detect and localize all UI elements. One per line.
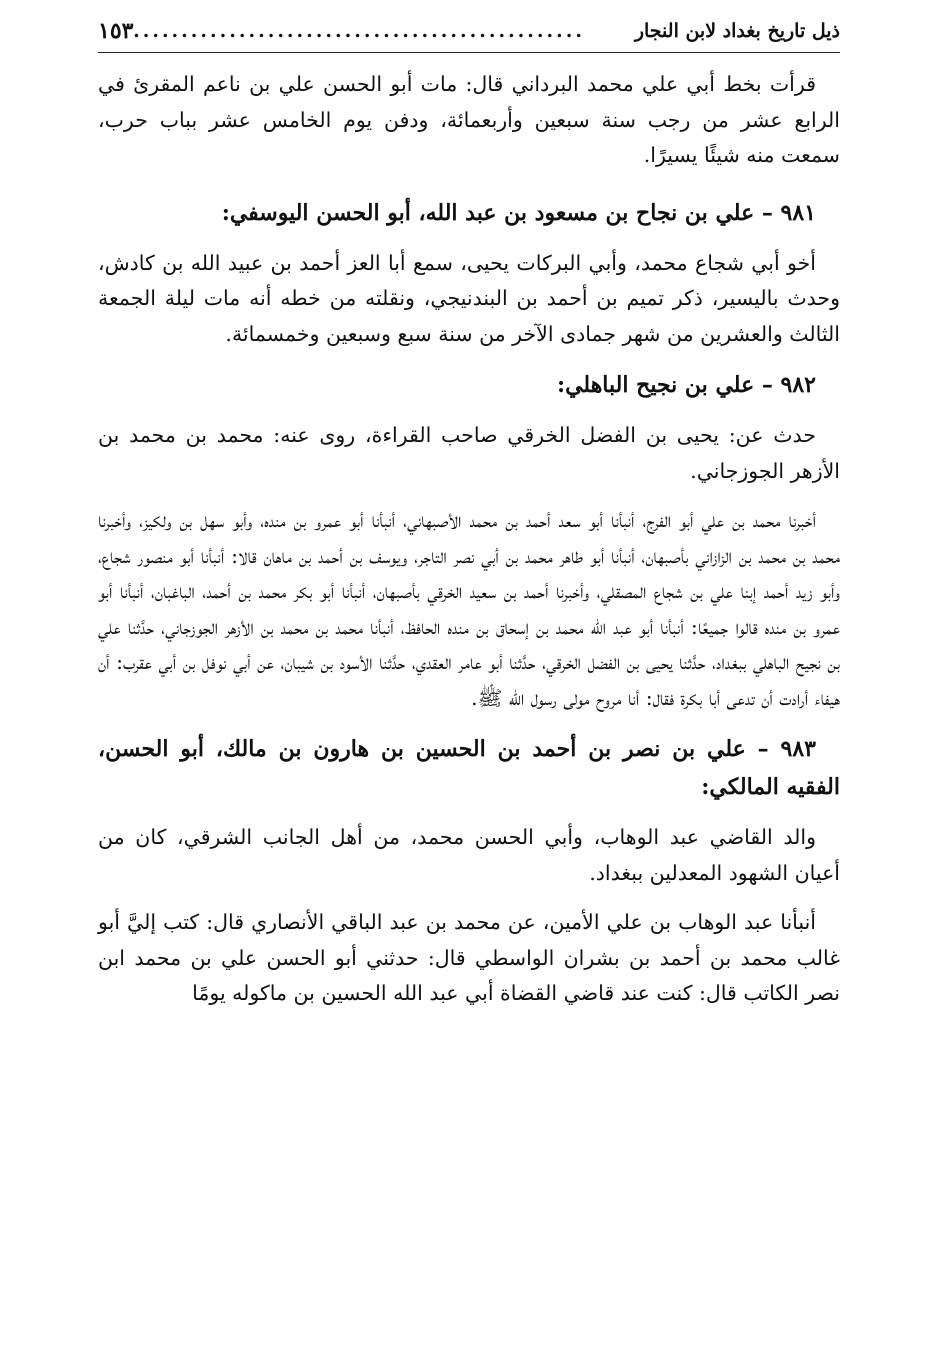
dot-leader: ............................................... bbox=[133, 20, 585, 42]
entry-title: علي بن نجاح بن مسعود بن عبد الله، أبو الحسن اليوسفي: bbox=[221, 199, 755, 226]
entry-title: علي بن نجيح الباهلي: bbox=[556, 372, 755, 398]
entry-number: ٩٨٣ bbox=[780, 736, 816, 762]
entry-title: علي بن نصر بن أحمد بن الحسين بن هارون بن مالك، أبو الحسن، الفقيه المالكي: bbox=[98, 736, 840, 800]
paragraph-entry-982-isnad: أخبرنا محمد بن علي أبو الفرج، أنبأنا أبو سعد أحمد بن محمد الأصبهاني، أنبأنا أبو عمرو بن منده، وأبو سهل بن ولكيز، وأخبرنا محمد بن محمد بن الزازاني بأصبهان، أنبأنا أبو طاهر محمد بن أبي نصر التاجر، ويوسف بن أحمد بن ماهان قالا: أنبأنا أبو منصور شجاع، وأبو زيد أحمد إبنا علي بن شجاع المصقلي، وأخبرنا أحمد بن سعيد الخرقي بأصبهان، أنبأنا أبو بكر محمد بن أحمد، الباغبان، أنبأنا أبو عمرو بن منده قالوا جميعًا: أنبأنا أبو عبد الله محمد بن إسحاق بن منده الحافظ، أنبأنا محمد بن محمد بن الأزهر الجوزجاني، حدَّثنا علي بن نجيح الباهلي ببغداد، حدَّثنا يحيى بن الفضل الخرقي، حدَّثنا أبو عامر العقدي، حدَّثنا الأسود بن شيبان، عن أبي نوفل بن أبي عقرب: أن هيفاء أرادت أن تدعى أبا بكرة فقال: أنا مروح مولى رسول الله ﷺ. bbox=[98, 508, 840, 710]
entry-heading-981: ٩٨١ – علي بن نجاح بن مسعود بن عبد الله، أبو الحسن اليوسفي: bbox=[221, 199, 816, 226]
page-number: ١٥٣ bbox=[98, 18, 134, 44]
running-header bbox=[98, 14, 840, 53]
entry-number: ٩٨٢ bbox=[780, 372, 816, 398]
book-page bbox=[98, 14, 840, 1354]
book-title: ذيل تاريخ بغداد لابن النجار bbox=[634, 20, 840, 42]
entry-number: ٩٨١ bbox=[780, 199, 816, 226]
entry-heading-982: ٩٨٢ – علي بن نجيح الباهلي: bbox=[556, 372, 816, 398]
paragraph-entry-983-intro: والد القاضي عبد الوهاب، وأبي الحسن محمد، من أهل الجانب الشرقي، كان من أعيان الشهود المعدلين ببغداد. bbox=[98, 825, 840, 885]
paragraph-entry-982-intro: حدث عن: يحيى بن الفضل الخرقي صاحب القراءة، روى عنه: محمد بن محمد بن الأزهر الجوزجاني. bbox=[98, 423, 840, 483]
paragraph-entry-983-report: أنبأنا عبد الوهاب بن علي الأمين، عن محمد بن عبد الباقي الأنصاري قال: كتب إليَّ أبو غالب محمد بن أحمد بن بشران الواسطي قال: حدثني أبو الحسن علي بن محمد ابن نصر الكاتب قال: كنت عند قاضي القضاة أبي عبد الله الحسين بن ماكوله يومًا bbox=[98, 910, 840, 1005]
paragraph-entry-981: أخو أبي شجاع محمد، وأبي البركات يحيى، سمع أبا العز أحمد بن عبيد الله بن كادش، وحدث باليسير، ذكر تميم بن أحمد بن البندنيجي، ونقلته من خطه أنه مات ليلة الجمعة الثالث والعشرين من شهر جمادى الآخر من سنة سبع وسبعين وخمسمائة. bbox=[98, 250, 840, 346]
entry-heading-983: ٩٨٣ – علي بن نصر بن أحمد بن الحسين بن هارون بن مالك، أبو الحسن، الفقيه المالكي: bbox=[98, 736, 840, 800]
paragraph-death-note: قرأت بخط أبي علي محمد البرداني قال: مات أبو الحسن علي بن ناعم المقرئ في الرابع عشر من رجب سنة سبعين وأربعمائة، ودفن يوم الخامس عشر بباب حرب، سمعت منه شيئًا يسيرًا. bbox=[98, 72, 840, 167]
